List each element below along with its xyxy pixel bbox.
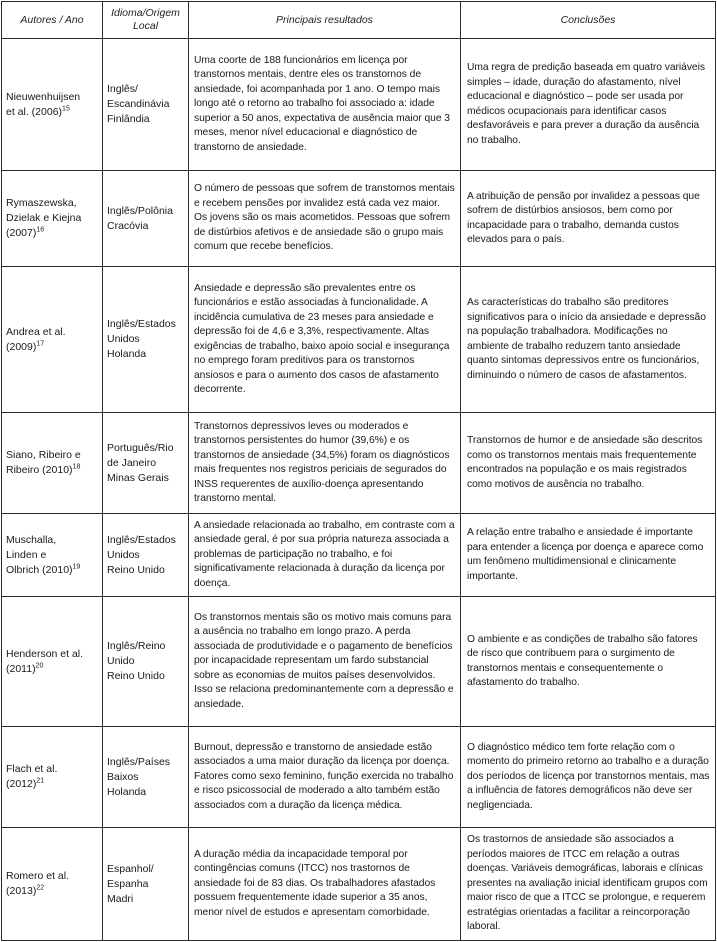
conclusions-cell: O ambiente e as condições de trabalho são fatores de risco que contribuem para o surgimento de transtornos mentais e consequentemente o afastamento do trabalho.: [461, 597, 716, 727]
author-line-with-ref: [6, 340, 98, 355]
conclusions-cell: A relação entre trabalho e ansiedade é importante para entender a licença por doença e aparece como um fenômeno multidimensional e clinicamente importante.: [461, 514, 716, 597]
table-header-row: [2, 2, 716, 39]
author-cell: [2, 597, 103, 727]
origin-line: Espanha: [107, 877, 149, 890]
author-year: (2013): [6, 885, 37, 897]
table-row: [2, 171, 716, 267]
reference-number: 19: [72, 563, 81, 570]
author-line: Flach et al.: [6, 763, 58, 775]
origin-cell: [103, 828, 189, 941]
author-line: Andrea et al.: [6, 325, 66, 338]
conclusions-cell: Os trastornos de ansiedade são associados a períodos maiores de ITCC em relação a outras doenças. Variáveis demográficas, laborais e clínicas presentes na avaliação inicial identificam grupos com maior risco de que a ITCC se prolongue, e requerem estratégias orientadas a facilitar a reincorporação laboral.: [461, 828, 716, 941]
origin-line: Espanhol/: [107, 862, 154, 875]
reference-number: 21: [36, 777, 45, 785]
table-row: [2, 267, 716, 413]
author-year: (2012): [6, 778, 37, 790]
conclusions-cell: A atribuição de pensão por invalidez a pessoas que sofrem de distúrbios ansiosos, bem como por incapacidade para o trabalho, demanda custos elevados para o país.: [461, 171, 716, 267]
origin-cell: [103, 171, 189, 267]
author-cell: [2, 727, 103, 828]
author-year: Olbrich (2010): [6, 563, 73, 576]
results-cell: Transtornos depressivos leves ou moderados e transtornos persistentes do humor (39,6%) e os transtornos de ansiedade (34,5%) foram os diagnósticos mais frequentes nos registros periciais de segurados do INSS requerentes de auxílio-doença apresentando transtorno mental.: [189, 413, 461, 514]
author-line: Romero et al.: [6, 870, 70, 882]
table-row: [2, 597, 716, 727]
conclusions-cell: Transtornos de humor e de ansiedade são descritos como os transtornos mentais mais frequentemente encontrados na população e os mais registrados como motivos de ausência no trabalho.: [461, 413, 716, 514]
origin-line: Inglês/Polônia: [107, 204, 173, 217]
author-year: (2009): [6, 340, 37, 353]
reference-number: 16: [36, 226, 45, 234]
origin-line: Inglês/Estados: [107, 318, 176, 330]
origin-line: Inglês/Países: [107, 755, 171, 768]
origin-cell: [103, 597, 189, 727]
results-cell: A duração média da incapacidade temporal por contingências comuns (ITCC) nos trastornos de ansiedade foi de 83 dias. Os trabalhadores afastados possuem frequentemente idade superior a 35 anos, menor nível de estudos e apresentam comorbidade.: [189, 828, 461, 941]
author-line: Dzielak e Kiejna: [6, 212, 82, 224]
reference-number: 15: [62, 105, 70, 112]
origin-line: Reino Unido: [107, 563, 165, 576]
origin-cell: [103, 267, 189, 413]
author-line: Siano, Ribeiro e: [6, 449, 81, 461]
results-cell: Uma coorte de 188 funcionários em licença por transtornos mentais, dentre eles os transtornos de ansiedade, foi acompanhada por 1 ano. O tempo mais longo até o retorno ao trabalho foi associado a: idade superior a 50 anos, expectativa de ausência maior que 3 meses, menor nível educacional e diagnóstico de transtorno de ansiedade.: [189, 39, 461, 171]
origin-cell: [103, 727, 189, 828]
author-year: (2011): [6, 662, 36, 675]
author-line-with-ref: [6, 463, 98, 478]
table-row: [2, 413, 716, 514]
origin-line: Inglês/Reino: [107, 640, 166, 652]
origin-line: Holanda: [107, 348, 147, 360]
origin-cell: [103, 39, 189, 171]
author-line-with-ref: [6, 884, 98, 899]
table-row: [2, 828, 716, 941]
origin-line: Reino Unido: [107, 670, 165, 682]
author-year: Ribeiro (2010): [6, 464, 73, 476]
table-row: [2, 727, 716, 828]
author-line-with-ref: [6, 777, 98, 792]
author-cell: [2, 171, 103, 267]
results-cell: Burnout, depressão e transtorno de ansiedade estão associados a uma maior duração da licença por doença. Fatores como sexo feminino, função exercida no trabalho e risco psicossocial de moderado a alto também estão associados com a duração da licença médica.: [189, 727, 461, 828]
reference-number: 20: [35, 662, 44, 669]
origin-line: Português/Rio: [107, 441, 174, 454]
reference-number: 18: [72, 463, 81, 471]
author-line-with-ref: [6, 662, 98, 677]
author-cell: [2, 267, 103, 413]
origin-line: Cracóvia: [107, 219, 149, 232]
results-cell: Ansiedade e depressão são prevalentes entre os funcionários e estão associadas à funcionalidade. A incidência cumulativa de 23 meses para ansiedade e depressão foi de 4,6 e 3,3%, respectivamente. Altas exigências de trabalho, baixo apoio social e insegurança no emprego foram preditivos para os transtornos ansiosos e para o aumento dos casos de afastamento decorrente.: [189, 267, 461, 413]
header-origin: Idioma/Origem Local: [103, 2, 189, 39]
author-line: Nieuwenhuijsen: [6, 90, 81, 103]
author-year: et al. (2006): [6, 105, 63, 118]
author-line: Henderson et al.: [6, 647, 84, 660]
origin-line: Holanda: [107, 785, 147, 798]
author-line: Muschalla,: [6, 533, 57, 546]
origin-line: Baixos: [107, 770, 139, 783]
results-cell: A ansiedade relacionada ao trabalho, em contraste com a ansiedade geral, é por sua própria natureza associada a problemas de participação no trabalho, e foi significativamente relacionada à duração da licença por doença.: [189, 514, 461, 597]
origin-cell: [103, 413, 189, 514]
author-line: Rymaszewska,: [6, 197, 77, 209]
origin-line: Minas Gerais: [107, 471, 169, 484]
results-table-page: [1, 1, 715, 940]
origin-line: Unidos: [107, 333, 140, 345]
author-cell: [2, 828, 103, 941]
reference-number: 22: [36, 884, 45, 892]
conclusions-cell: Uma regra de predição baseada em quatro variáveis simples – idade, duração do afastamento, nível educacional e diagnóstico – pode ser usada por médicos ocupacionais para identificar casos desfavoráveis e para prever a duração da ausência no trabalho.: [461, 39, 716, 171]
header-conclusions: Conclusões: [461, 2, 716, 39]
reference-number: 17: [36, 340, 45, 347]
author-cell: [2, 39, 103, 171]
origin-line: Unidos: [107, 548, 140, 561]
conclusions-cell: O diagnóstico médico tem forte relação com o momento do primeiro retorno ao trabalho e a duração dos períodos de licença por transtornos mentais, mas a influência de fatores demográficos não deve ser negligenciada.: [461, 727, 716, 828]
origin-cell: [103, 514, 189, 597]
results-cell: O número de pessoas que sofrem de transtornos mentais e recebem pensões por invalidez está cada vez maior. Os jovens são os mais acometidos. Pessoas que sofrem de distúrbios afetivos e de ansiedade são o grupo mais comum que recebe benefícios.: [189, 171, 461, 267]
origin-line: Inglês/Estados: [107, 533, 176, 546]
conclusions-cell: As características do trabalho são preditores significativos para o início da ansiedade e depressão na população trabalhadora. Modificações no ambiente de trabalho reduzem tanto ansiedade quanto sintomas depressivos entre os funcionários, diminuindo o número de casos de afastamentos.: [461, 267, 716, 413]
author-cell: [2, 413, 103, 514]
author-year: (2007): [6, 227, 37, 239]
table-row: [2, 514, 716, 597]
author-line: Linden e: [6, 548, 47, 561]
origin-line: Finlândia: [107, 113, 150, 125]
origin-line: Inglês/: [107, 83, 138, 95]
origin-line: Escandinávia: [107, 98, 170, 110]
author-line-with-ref: [6, 105, 98, 120]
results-cell: Os transtornos mentais são os motivo mais comuns para a ausência no trabalho em longo prazo. A perda associada de produtividade e o pagamento de benefícios por incapacidade representam um fardo substancial sobre as economias de muitos países desenvolvidos. Isso se relaciona predominantemente com a depressão e ansiedade.: [189, 597, 461, 727]
author-cell: [2, 514, 103, 597]
studies-table: [1, 1, 716, 941]
header-authors: Autores / Ano: [2, 2, 103, 39]
origin-line: Madri: [107, 892, 134, 905]
origin-line: de Janeiro: [107, 456, 157, 469]
header-results: Principais resultados: [189, 2, 461, 39]
origin-line: Unido: [107, 655, 135, 667]
author-line-with-ref: [6, 563, 98, 578]
table-row: [2, 39, 716, 171]
author-line-with-ref: [6, 226, 98, 241]
